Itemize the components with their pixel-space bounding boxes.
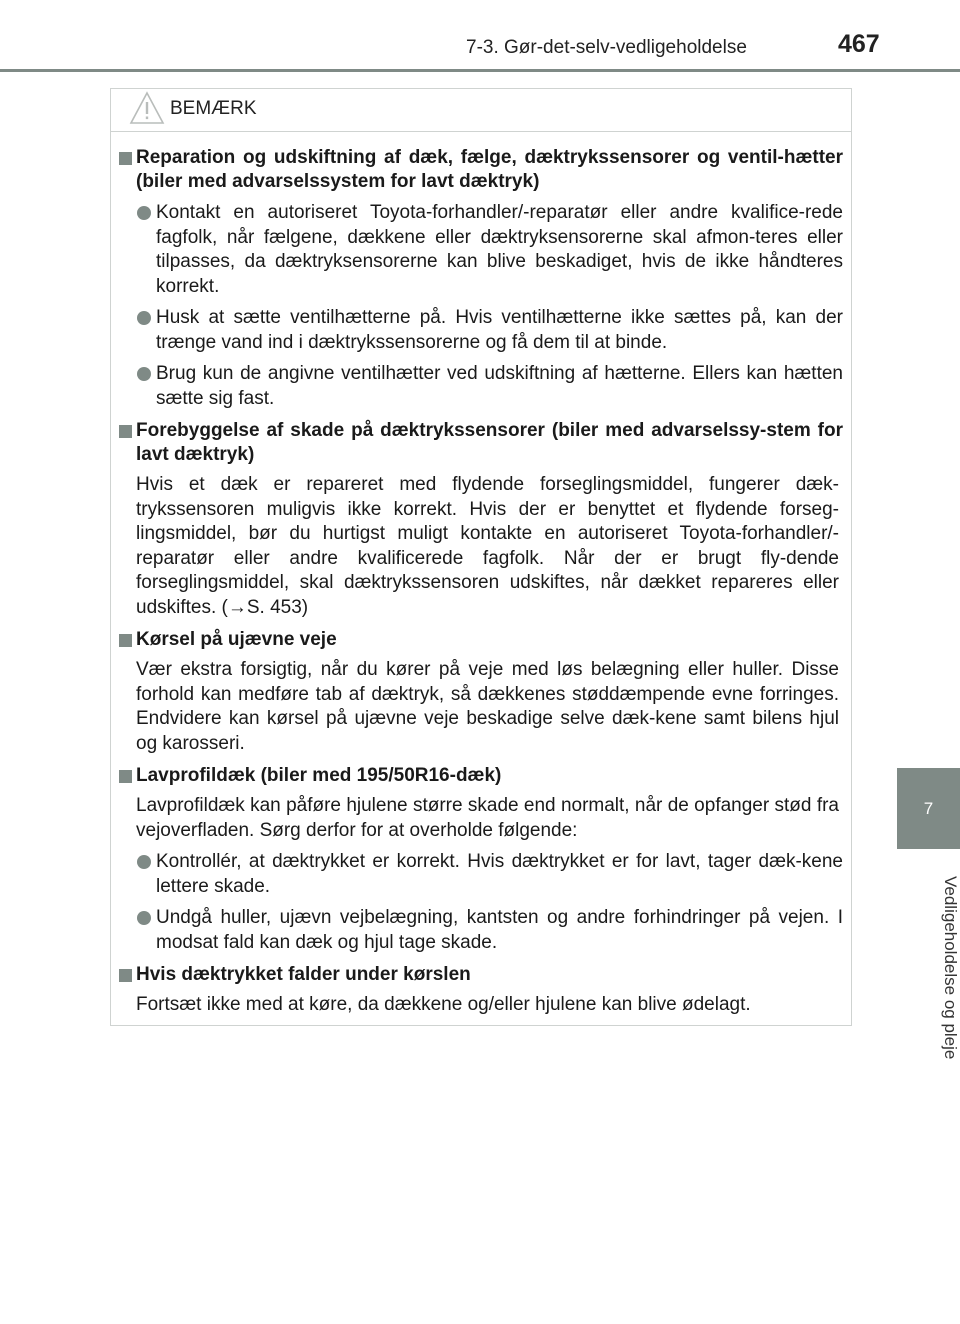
bullet-item: Kontakt en autoriseret Toyota-forhandler/-reparatør eller andre kvalifice-rede fagfolk, når fælgene, dækkene eller dæktryksensorerne skal afmon-teres eller tilpasses, da dæktryksensorerne kan blive beskadiget, hvis de ikke håndteres korrekt. bbox=[119, 201, 843, 299]
square-bullet-icon bbox=[119, 425, 132, 438]
circle-bullet-icon bbox=[137, 311, 151, 325]
notice-header bbox=[111, 89, 851, 132]
notice-section bbox=[119, 764, 843, 955]
bullet-item: Kontrollér, at dæktrykket er korrekt. Hvis dæktrykket er for lavt, tager dæk-kene lettere skade. bbox=[119, 850, 843, 899]
square-bullet-icon bbox=[119, 969, 132, 982]
notice-box bbox=[110, 88, 852, 1026]
section-paragraph: Fortsæt ikke med at køre, da dækkene og/eller hjulene kan blive ødelagt. bbox=[136, 994, 751, 1015]
section-title: Kørsel på ujævne veje bbox=[119, 628, 843, 652]
section-title: Reparation og udskiftning af dæk, fælge, dæktrykssensorer og ventil-hætter (biler med advarselssystem for lavt dæktryk) bbox=[119, 146, 843, 194]
section-paragraph: Hvis et dæk er repareret med flydende forseglingsmiddel, fungerer dæk-trykssensoren muligvis ikke korrekt. Hvis der er benyttet et flydende forseg-lingsmiddel, bør du hurtigst muligt kontakte en autoriseret Toyota-forhandler/-reparatør eller andre kvalificerede fagfolk. Når der er brugt fly-dende forseglingsmiddel, skal dæktrykssensoren udskiftes, når dækket repareres eller udskiftes. (→S. 453) bbox=[136, 474, 839, 618]
notice-label: BEMÆRK bbox=[170, 98, 257, 119]
header-rule bbox=[0, 69, 960, 72]
notice-body bbox=[111, 132, 851, 1018]
page-number: 467 bbox=[838, 30, 880, 58]
notice-section bbox=[119, 419, 843, 620]
chapter-tab bbox=[897, 768, 960, 849]
chapter-side-label: Vedligeholdelse og pleje bbox=[941, 876, 960, 1060]
section-title: Forebyggelse af skade på dæktrykssensorer (biler med advarselssy-stem for lavt dæktryk) bbox=[119, 419, 843, 467]
circle-bullet-icon bbox=[137, 367, 151, 381]
section-title: Hvis dæktrykket falder under kørslen bbox=[119, 963, 843, 987]
notice-section bbox=[119, 628, 843, 756]
circle-bullet-icon bbox=[137, 911, 151, 925]
bullet-item: Husk at sætte ventilhætterne på. Hvis ventilhætterne ikke sættes på, kan der trænge vand ind i dæktrykssensorerne og få dem til at binde. bbox=[119, 306, 843, 355]
bullet-item: Undgå huller, ujævn vejbelægning, kantsten og andre forhindringer på vejen. I modsat fald kan dæk og hjul tage skade. bbox=[119, 906, 843, 955]
chapter-number: 7 bbox=[923, 798, 934, 818]
notice-section bbox=[119, 963, 843, 1018]
square-bullet-icon bbox=[119, 152, 132, 165]
section-paragraph: Lavprofildæk kan påføre hjulene større skade end normalt, når de opfanger stød fra vejoverfladen. Sørg derfor for at overholde følgende: bbox=[136, 795, 839, 841]
square-bullet-icon bbox=[119, 770, 132, 783]
circle-bullet-icon bbox=[137, 206, 151, 220]
circle-bullet-icon bbox=[137, 855, 151, 869]
bullet-item: Brug kun de angivne ventilhætter ved udskiftning af hætterne. Ellers kan hætten sætte sig fast. bbox=[119, 362, 843, 411]
section-paragraph: Vær ekstra forsigtig, når du kører på veje med løs belægning eller huller. Disse forhold kan medføre tab af dæktryk, så dækkenes støddæmpende evne forringes. Endvidere kan kørsel på ujævne veje beskadige selve dæk-kene samt bilens hjul og karosseri. bbox=[136, 659, 839, 754]
section-title: Lavprofildæk (biler med 195/50R16-dæk) bbox=[119, 764, 843, 788]
section-header-title: 7-3. Gør-det-selv-vedligeholdelse bbox=[466, 37, 747, 58]
square-bullet-icon bbox=[119, 634, 132, 647]
warning-triangle-icon bbox=[129, 91, 165, 125]
notice-section bbox=[119, 146, 843, 411]
